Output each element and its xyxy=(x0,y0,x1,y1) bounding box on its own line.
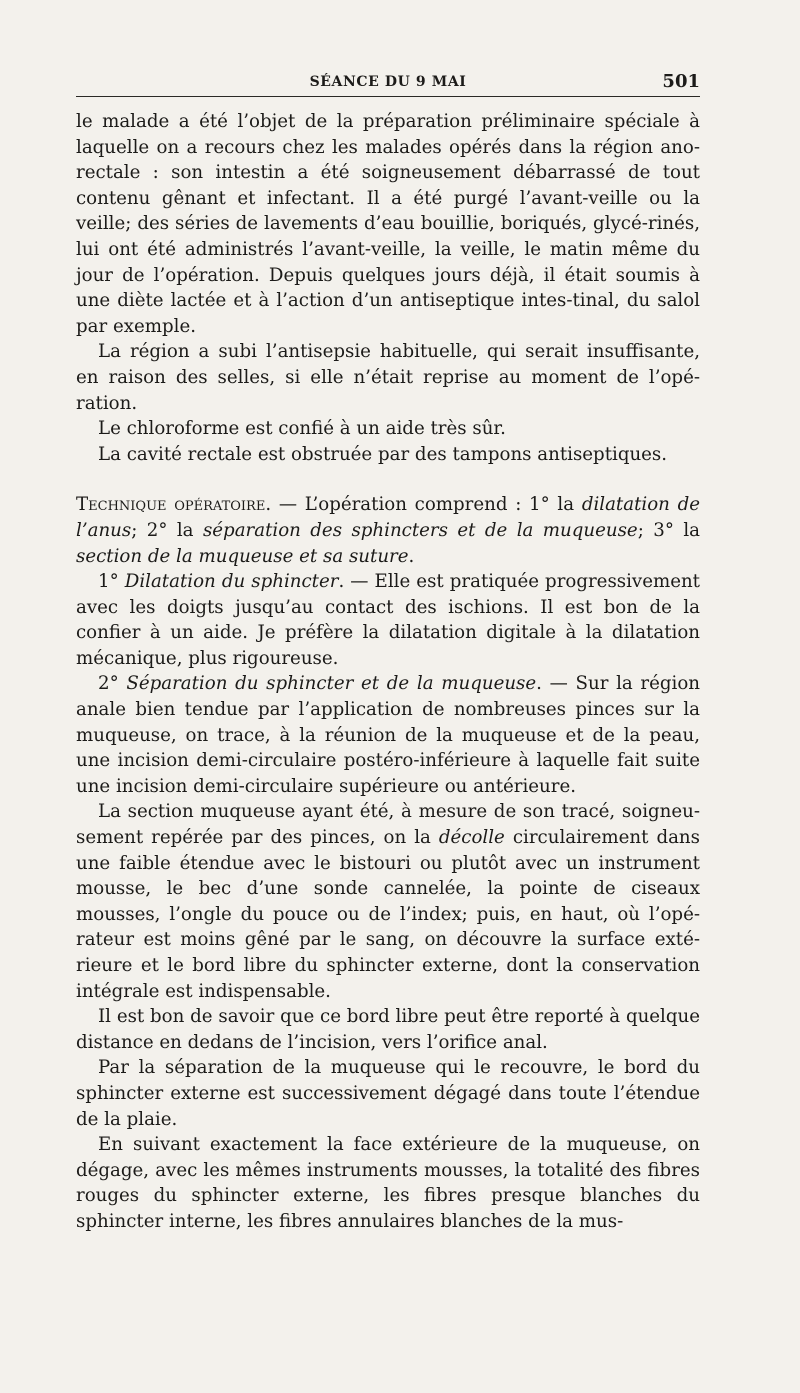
section-gap xyxy=(76,467,700,492)
paragraph-section-muqueuse: La section muqueuse ayant été, à mesure de son tracé, soigneu-sement repérée par des pinces, on la décolle circulairement dans une faible étendue avec le bistouri ou plutôt avec un instrument mousse, le bec d’une sonde cannelée, la pointe de ciseaux mousses, l’ongle du pouce ou de l’index; puis, en haut, où l’opé-rateur est moins gêné par le sang, on découvre la surface exté-rieure et le bord libre du sphincter externe, dont la conservation intégrale est indispensable. xyxy=(76,801,700,1002)
paragraph-separation-muqueuse: Par la séparation de la muqueuse qui le recouvre, le bord du sphincter externe est successivement dégagé dans toute l’étendue de la plaie. xyxy=(76,1057,700,1130)
paragraph-dilatation: 1° Dilatation du sphincter. — Elle est pratiquée progressivement avec les doigts jusqu’au contact des ischions. Il est bon de la confier à un aide. Je préfère la dilatation digitale à la dilatation mécanique, plus rigoureuse. xyxy=(76,571,700,669)
paragraph-antisepsie: La région a subi l’antisepsie habituelle, qui serait insuffisante, en raison des selles, si elle n’était reprise au moment de l’opé-ration. xyxy=(76,341,700,414)
paragraph-chloroforme: Le chloroforme est confié à un aide très sûr. xyxy=(98,418,506,440)
paragraph-face-exterieure: En suivant exactement la face extérieure de la muqueuse, on dégage, avec les mêmes instruments mousses, la totalité des fibres rouges du sphincter externe, les fibres presque blanches du sphincter interne, les fibres annulaires blanches de la mus- xyxy=(76,1134,700,1232)
paragraph-bord-libre: Il est bon de savoir que ce bord libre peut être reporté à quelque distance en dedans de l’incision, vers l’orifice anal. xyxy=(76,1006,700,1053)
technique-heading: Technique opératoire. xyxy=(76,494,272,516)
step-section: section de la muqueuse et sa suture xyxy=(76,545,409,567)
paragraph-tampons: La cavité rectale est obstruée par des tampons antiseptiques. xyxy=(98,443,668,465)
paragraph-separation-sphincter: 2° Séparation du sphincter et de la muqueuse. — Sur la région anale bien tendue par l’application de nombreuses pinces sur la muqueuse, on trace, à la réunion de la muqueuse et de la peau, une incision demi-circulaire postéro-inférieure à laquelle fait suite une incision demi-circulaire supérieure ou antérieure. xyxy=(76,673,701,797)
running-header xyxy=(76,60,700,97)
step-dilatation: dilatation de l’anus xyxy=(76,494,700,541)
decolle-word: décolle xyxy=(438,827,505,849)
body-text xyxy=(76,109,700,1235)
separation-title: Séparation du sphincter et de la muqueuse xyxy=(126,673,537,695)
dilatation-title: Dilatation du sphincter xyxy=(124,571,339,593)
page-number: 501 xyxy=(662,71,700,92)
step-separation: séparation des sphincters et de la muqueuse xyxy=(202,519,638,541)
book-page xyxy=(76,60,700,1235)
running-title: SÉANCE DU 9 MAI xyxy=(309,74,467,90)
paragraph-technique: Technique opératoire. — L’opération comprend : 1° la dilatation de l’anus; 2° la séparation des sphincters et de la muqueuse; 3° la section de la muqueuse et sa suture. xyxy=(76,494,701,567)
paragraph-preparation: le malade a été l’objet de la préparation préliminaire spéciale à laquelle on a recours chez les malades opérés dans la région ano-rectale : son intestin a été soigneusement débarrassé de tout contenu gênant et infectant. Il a été purgé l’avant-veille ou la veille; des séries de lavements d’eau bouillie, boriqués, glycé-rinés, lui ont été administrés l’avant-veille, la veille, le matin même du jour de l’opération. Depuis quelques jours déjà, il était soumis à une diète lactée et à l’action d’un antiseptique intes-tinal, du salol par exemple. xyxy=(76,111,700,337)
